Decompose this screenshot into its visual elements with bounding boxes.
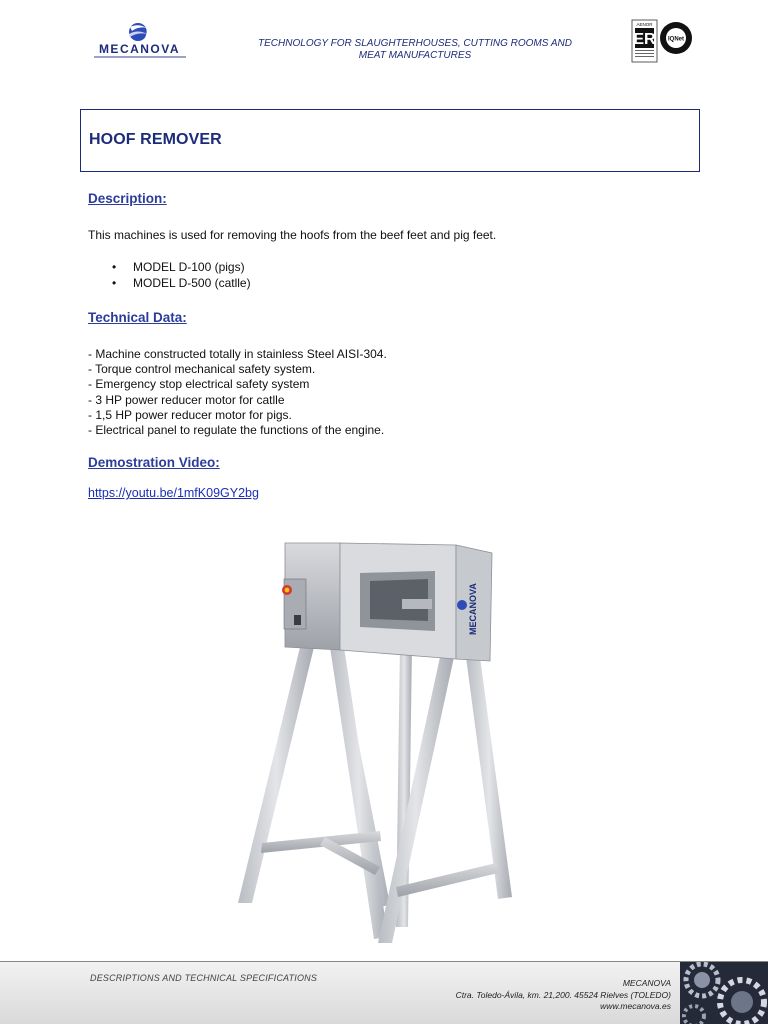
- footer-company: MECANOVA: [622, 978, 671, 988]
- video-heading: Demostration Video:: [88, 455, 220, 470]
- company-logo: [92, 22, 187, 62]
- description-text: This machines is used for removing the hoofs from the beef feet and pig feet.: [88, 228, 497, 242]
- model-item: • MODEL D-500 (catlle): [112, 275, 251, 291]
- machine-photo: [230, 535, 530, 950]
- hoof-remover-machine-icon: [230, 535, 530, 950]
- cert-mark-2: IQNet: [667, 36, 685, 43]
- footer-address: Ctra. Toledo-Ávila, km. 21,200. 45524 Rielves (TOLEDO): [455, 989, 671, 1000]
- footer-left-text: DESCRIPTIONS AND TECHNICAL SPECIFICATIONS: [90, 973, 318, 983]
- technical-list: [88, 347, 387, 438]
- logo-underline: [94, 56, 186, 58]
- footer-contact: [456, 978, 671, 1013]
- tagline-line-1: TECHNOLOGY FOR SLAUGHTERHOUSES, CUTTING ROOMS AND: [258, 38, 572, 49]
- description-heading: Description:: [88, 191, 167, 206]
- svg-text:MECANOVA: MECANOVA: [468, 583, 478, 635]
- technical-heading: Technical Data:: [88, 310, 187, 325]
- technical-item: - 1,5 HP power reducer motor for pigs.: [88, 407, 292, 422]
- gear-icon: [680, 962, 768, 1024]
- header-tagline: [255, 38, 575, 62]
- technical-item: - 3 HP power reducer motor for catlle: [88, 392, 285, 407]
- svg-text:ER: ER: [633, 31, 656, 48]
- technical-item: - Torque control mechanical safety system.: [88, 362, 316, 377]
- page-footer: [0, 961, 768, 1024]
- model-list: [112, 259, 251, 291]
- model-item: • MODEL D-100 (pigs): [112, 259, 251, 275]
- technical-item: - Emergency stop electrical safety system: [88, 377, 310, 392]
- gears-image: [680, 962, 768, 1024]
- tagline-line-2: MEAT MANUFACTURES: [358, 50, 472, 61]
- page-title: HOOF REMOVER: [89, 131, 222, 148]
- footer-web: www.mecanova.es: [600, 1001, 671, 1011]
- certification-marks: [631, 19, 695, 63]
- title-box: [80, 109, 700, 172]
- logo-name: MECANOVA: [98, 42, 181, 56]
- technical-item: - Machine constructed totally in stainless Steel AISI-304.: [88, 347, 387, 361]
- logo-globe-icon: [92, 22, 187, 44]
- cert-mark-1: AENOR: [636, 22, 653, 27]
- certification-logo-icon: [631, 19, 695, 63]
- technical-item: - Electrical panel to regulate the functions of the engine.: [88, 423, 385, 438]
- video-link[interactable]: https://youtu.be/1mfK09GY2bg: [88, 486, 259, 500]
